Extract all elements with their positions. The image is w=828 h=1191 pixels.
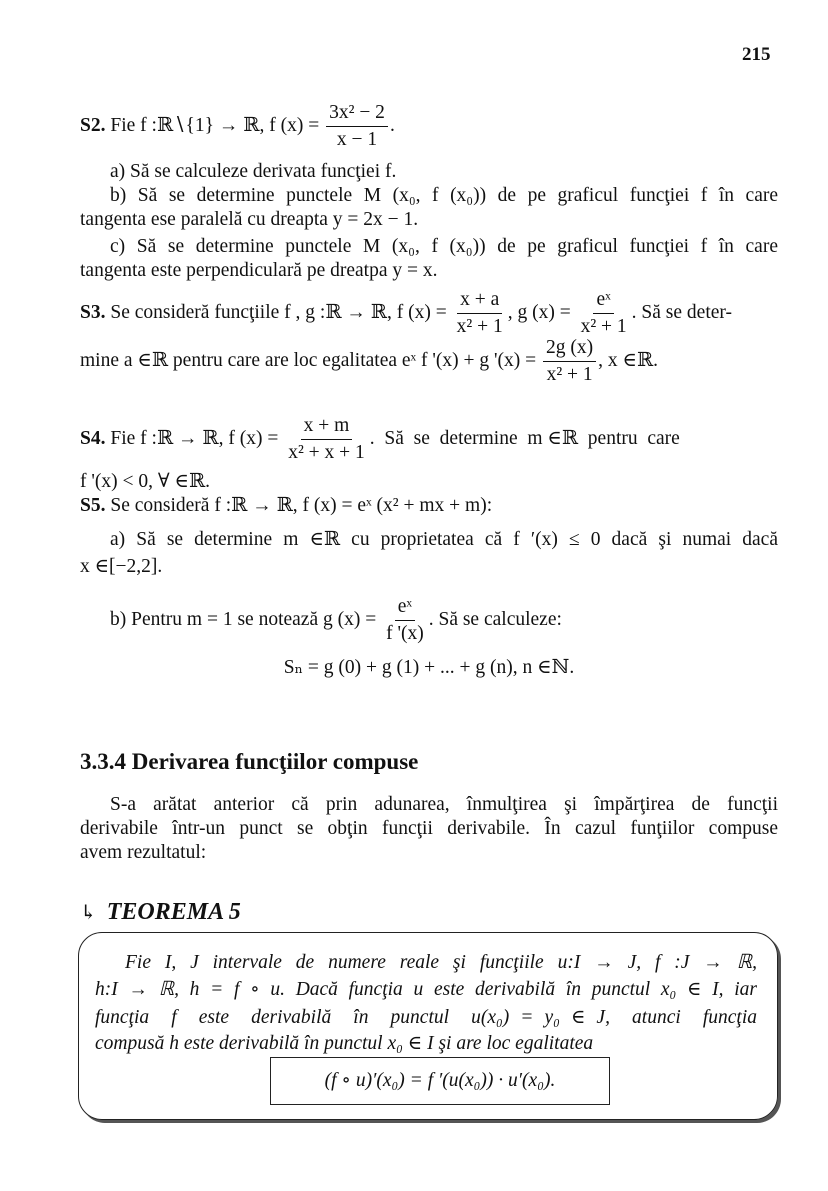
- s3-line2-text: mine a ∈ℝ pentru care are loc egalitatea eˣ f '(x) + g '(x) =: [80, 349, 537, 371]
- s3-g-fraction: [578, 289, 630, 338]
- s5-b: [80, 596, 778, 645]
- pointing-hand-icon: ↳: [80, 902, 97, 924]
- s5-b-numerator: eˣ: [395, 596, 415, 621]
- s5-b-intro: b) Pentru m = 1 se notează g (x) =: [110, 608, 377, 630]
- s3-g-denominator: x² + 1: [580, 316, 627, 337]
- s3-f-fraction: [454, 289, 506, 338]
- theorem-title: [80, 899, 241, 926]
- s3-line2: [80, 337, 778, 386]
- s3-r-denominator: x² + 1: [546, 364, 593, 385]
- theorem-line4: compusă h este derivabilă în punctul x₀ ∈ I şi are loc egalitatea: [95, 1033, 594, 1054]
- s5-a-line2: x ∈[−2,2].: [80, 556, 163, 577]
- s5-b-end: . Să se calculeze:: [428, 608, 562, 630]
- s2-numerator: 3x² − 2: [326, 102, 388, 127]
- s2-fraction: [326, 102, 388, 151]
- s2-a: a) Să se calculeze derivata funcţiei f.: [110, 161, 397, 182]
- s3-g-numerator: eˣ: [593, 289, 613, 314]
- s2-c-line1: c) Să se determine punctele M (x₀, f (x₀)) de pe graficul funcţiei f în care: [110, 236, 778, 257]
- s3-line2-end: , x ∈ℝ.: [598, 349, 659, 371]
- s2-b-line2: tangenta ese paralelă cu dreapta y = 2x − 1.: [80, 209, 419, 230]
- theorem-line1: Fie I, J intervale de numere reale şi funcţiile u:I → J, f :J → ℝ,: [125, 952, 757, 973]
- page-number: 215: [742, 44, 771, 65]
- s5-sum-formula: Sₙ = g (0) + g (1) + ... + g (n), n ∈ℕ.: [283, 657, 575, 678]
- s3-r-fraction: [543, 337, 596, 386]
- s4-numerator: x + m: [301, 415, 353, 440]
- theorem-title-text: TEOREMA 5: [106, 899, 241, 925]
- theorem-line2: h:I → ℝ, h = f ∘ u. Dacă funcţia u este derivabilă în punctul x₀ ∈ I, iar: [95, 979, 757, 1000]
- s2-b-line1: b) Să se determine punctele M (x₀, f (x₀)) de pe graficul funcţiei f în care: [110, 185, 778, 206]
- s3-end: . Să se deter-: [631, 301, 732, 323]
- s4-denominator: x² + x + 1: [288, 442, 365, 463]
- s5-b-denominator: f '(x): [386, 623, 424, 644]
- s2-denominator: x − 1: [336, 129, 378, 150]
- s4-end: . Să se determine m ∈ℝ pentru care: [369, 427, 680, 449]
- s2-end: .: [389, 114, 395, 136]
- s5-label: S5.: [80, 495, 106, 516]
- s2-c-line2: tangenta este perpendiculară pe dreatpa y = x.: [80, 260, 438, 281]
- section-heading: 3.3.4 Derivarea funcţiilor compuse: [80, 749, 419, 774]
- section-paragraph-line3: avem rezultatul:: [80, 842, 207, 863]
- s4-label: S4.: [80, 427, 106, 449]
- s5-statement: [80, 494, 778, 518]
- s4-intro: Fie f :ℝ → ℝ, f (x) =: [110, 427, 279, 449]
- s5-a-line1: a) Să se determine m ∈ℝ cu proprietatea că f ′(x) ≤ 0 dacă şi numai dacă: [110, 529, 778, 550]
- s2-statement: [80, 102, 778, 151]
- s2-intro: Fie f :ℝ∖{1} → ℝ, f (x) =: [110, 114, 320, 136]
- s3-intro: Se consideră funcţiile f , g :ℝ → ℝ, f (x) =: [110, 301, 447, 323]
- s3-statement: [80, 289, 778, 338]
- s5-intro: Se consideră f :ℝ → ℝ, f (x) = eˣ (x² + mx + m):: [110, 495, 493, 516]
- section-paragraph-line1: S-a arătat anterior că prin adunarea, înmulţirea şi împărţirea de funcţii: [110, 794, 778, 815]
- s3-f-numerator: x + a: [457, 289, 502, 314]
- s3-f-denominator: x² + 1: [456, 316, 503, 337]
- theorem-formula-box: (f ∘ u)′(x₀) = f ′(u(x₀)) · u′(x₀).: [270, 1057, 610, 1105]
- section-paragraph-line2: derivabile într-un punct se obţin funcţii derivabile. În cazul funţiilor compuse: [80, 818, 778, 839]
- s3-label: S3.: [80, 301, 106, 323]
- theorem-line3: funcţia f este derivabilă în punctul u(x₀) = y₀ ∈ J, atunci funcţia: [95, 1007, 757, 1028]
- s2-label: S2.: [80, 114, 106, 136]
- s4-fraction: [285, 415, 368, 464]
- s3-r-numerator: 2g (x): [543, 337, 596, 362]
- s5-b-fraction: [383, 596, 427, 645]
- s4-statement: [80, 415, 778, 464]
- s4-line2: f '(x) < 0, ∀ ∈ℝ.: [80, 471, 211, 492]
- s3-mid: , g (x) =: [507, 301, 571, 323]
